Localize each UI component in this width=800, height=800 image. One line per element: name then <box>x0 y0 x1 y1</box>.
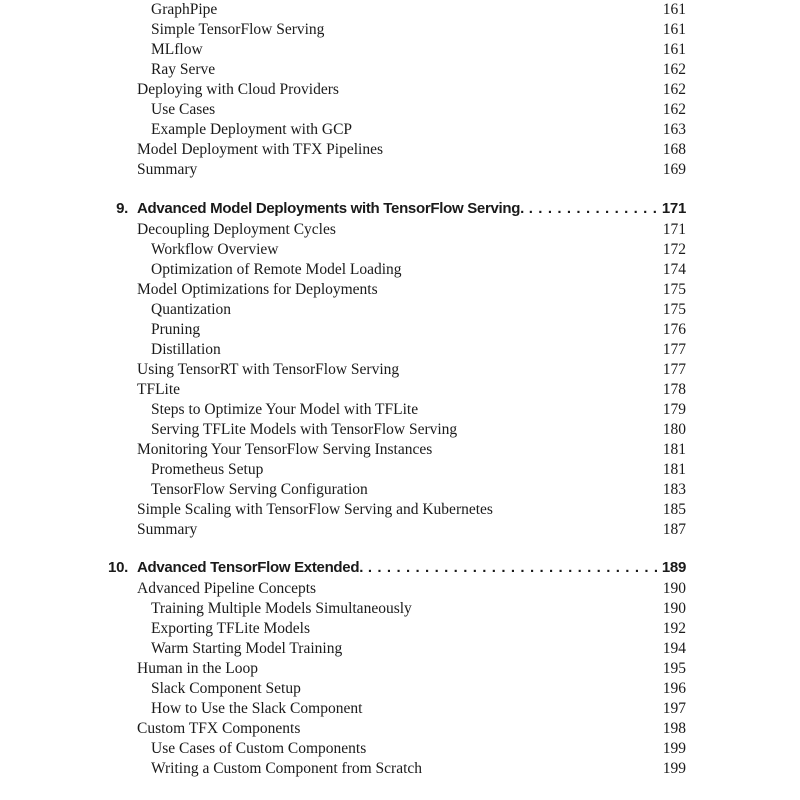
toc-entry-title: Quantization <box>151 301 232 318</box>
toc-entry-title: Distillation <box>151 341 221 358</box>
toc-entry-page: 198 <box>662 720 686 737</box>
toc-entry[interactable] <box>0 400 800 420</box>
toc-entry-page: 180 <box>662 421 686 438</box>
toc-entry-title: Deploying with Cloud Providers <box>137 81 339 98</box>
toc-entry[interactable] <box>0 80 800 100</box>
toc-entry-title: Summary <box>137 521 198 538</box>
toc-entry[interactable] <box>0 500 800 520</box>
toc-entry[interactable] <box>0 160 800 180</box>
chapter-number: 10. <box>108 559 128 576</box>
toc-entry-title: Human in the Loop <box>137 660 258 677</box>
toc-entry-title: GraphPipe <box>151 1 218 18</box>
toc-entry-page: 199 <box>662 760 686 777</box>
toc-entry[interactable] <box>0 280 800 300</box>
toc-entry-title: Prometheus Setup <box>151 461 264 478</box>
toc-entry[interactable] <box>0 719 800 739</box>
toc-entry[interactable] <box>0 440 800 460</box>
toc-entry[interactable] <box>0 220 800 240</box>
toc-entry-page: 169 <box>662 161 686 178</box>
toc-entry[interactable] <box>0 20 800 40</box>
toc-entry-page: 168 <box>662 141 686 158</box>
toc-entry-title: Serving TFLite Models with TensorFlow Serving <box>151 421 458 438</box>
toc-entry-page: 163 <box>662 121 686 138</box>
toc-entry[interactable] <box>0 100 800 120</box>
toc-entry[interactable] <box>0 340 800 360</box>
toc-entry-page: 190 <box>662 600 686 617</box>
toc-entry-page: 161 <box>662 41 686 58</box>
toc-entry-page: 177 <box>662 361 686 378</box>
toc-entry[interactable] <box>0 520 800 540</box>
toc-entry-title: Use Cases <box>151 101 216 118</box>
toc-entry-title: Slack Component Setup <box>151 680 301 697</box>
toc-entry-title: MLflow <box>151 41 203 58</box>
toc-entry[interactable] <box>0 599 800 619</box>
toc-entry[interactable] <box>0 460 800 480</box>
toc-entry-title: Summary <box>137 161 198 178</box>
toc-entry-title: Using TensorRT with TensorFlow Serving <box>137 361 400 378</box>
toc-entry-title: TFLite <box>137 381 181 398</box>
chapter-9-heading[interactable] <box>0 198 800 220</box>
toc-entry-title: Decoupling Deployment Cycles <box>137 221 336 238</box>
toc-entry-page: 175 <box>662 301 686 318</box>
toc-entry-page: 162 <box>662 61 686 78</box>
toc-entry-page: 197 <box>662 700 686 717</box>
chapter-number: 9. <box>116 200 128 217</box>
toc-entry-page: 194 <box>662 640 686 657</box>
toc-entry-title: How to Use the Slack Component <box>151 700 363 717</box>
toc-entry[interactable] <box>0 619 800 639</box>
chapter-title: Advanced TensorFlow Extended. . . . <box>137 557 657 579</box>
toc-entry-page: 162 <box>662 81 686 98</box>
toc-entry-title: TensorFlow Serving Configuration <box>151 481 368 498</box>
toc-entry[interactable] <box>0 360 800 380</box>
toc-entry-page: 192 <box>662 620 686 637</box>
toc-entry[interactable] <box>0 699 800 719</box>
toc-entry[interactable] <box>0 240 800 260</box>
toc-entry-page: 179 <box>662 401 686 418</box>
toc-entry[interactable] <box>0 420 800 440</box>
toc-entry-title: Exporting TFLite Models <box>151 620 311 637</box>
toc-entry[interactable] <box>0 739 800 759</box>
toc-entry-page: 172 <box>662 241 686 258</box>
toc-entry-title: Writing a Custom Component from Scratch <box>151 760 423 777</box>
chapter-page: 189 <box>661 559 686 576</box>
toc-entry-title: Model Deployment with TFX Pipelines <box>137 141 383 158</box>
toc-entry[interactable] <box>0 60 800 80</box>
toc-entry[interactable] <box>0 40 800 60</box>
toc-entry[interactable] <box>0 579 800 599</box>
chapter-10-heading[interactable] <box>0 557 800 579</box>
toc-entry[interactable] <box>0 759 800 779</box>
toc-entry-title: Pruning <box>151 321 201 338</box>
toc-entry-page: 171 <box>662 221 686 238</box>
toc-entry[interactable] <box>0 679 800 699</box>
toc-entry-title: Workflow Overview <box>151 241 279 258</box>
toc-entry[interactable] <box>0 120 800 140</box>
toc-entry-page: 162 <box>662 101 686 118</box>
toc-entry-title: Simple Scaling with TensorFlow Serving and Kubernetes <box>137 501 493 518</box>
toc-entry[interactable] <box>0 0 800 20</box>
toc-entry-page: 195 <box>662 660 686 677</box>
toc-entry-page: 183 <box>662 481 686 498</box>
toc-entry[interactable] <box>0 480 800 500</box>
toc-entry-page: 187 <box>662 521 686 538</box>
toc-entry-page: 175 <box>662 281 686 298</box>
toc-entry-title: Model Optimizations for Deployments <box>137 281 378 298</box>
toc-entry-page: 177 <box>662 341 686 358</box>
toc-entry-title: Optimization of Remote Model Loading <box>151 261 402 278</box>
chapter-page: 171 <box>661 200 686 217</box>
toc-entry[interactable] <box>0 659 800 679</box>
toc-entry[interactable] <box>0 639 800 659</box>
toc-entry-page: 161 <box>662 21 686 38</box>
toc-entry-page: 161 <box>662 1 686 18</box>
toc-entry-title: Warm Starting Model Training <box>151 640 343 657</box>
toc-entry-page: 185 <box>662 501 686 518</box>
toc-entry-title: Example Deployment with GCP <box>151 121 353 138</box>
toc-entry[interactable] <box>0 320 800 340</box>
toc-entry[interactable] <box>0 380 800 400</box>
toc-entry-title: Simple TensorFlow Serving <box>151 21 325 38</box>
toc-entry-page: 174 <box>662 261 686 278</box>
toc-entry[interactable] <box>0 300 800 320</box>
toc-entry-title: Steps to Optimize Your Model with TFLite <box>151 401 419 418</box>
toc-entry-title: Monitoring Your TensorFlow Serving Instances <box>137 441 433 458</box>
toc-entry[interactable] <box>0 260 800 280</box>
toc-entry-title: Training Multiple Models Simultaneously <box>151 600 412 617</box>
toc-entry-page: 196 <box>662 680 686 697</box>
toc-entry-title: Custom TFX Components <box>137 720 301 737</box>
toc-entry-title: Use Cases of Custom Components <box>151 740 367 757</box>
toc-entry-page: 181 <box>662 441 686 458</box>
toc-entry-page: 181 <box>662 461 686 478</box>
toc-entry-title: Advanced Pipeline Concepts <box>137 580 317 597</box>
chapter-title: Advanced Model Deployments with TensorFlow Serving. . . . <box>137 198 657 220</box>
toc-entry-page: 190 <box>662 580 686 597</box>
toc-entry-page: 178 <box>662 381 686 398</box>
toc-entry-page: 199 <box>662 740 686 757</box>
toc-entry-title: Ray Serve <box>151 61 216 78</box>
toc-entry[interactable] <box>0 140 800 160</box>
toc-entry-page: 176 <box>662 321 686 338</box>
